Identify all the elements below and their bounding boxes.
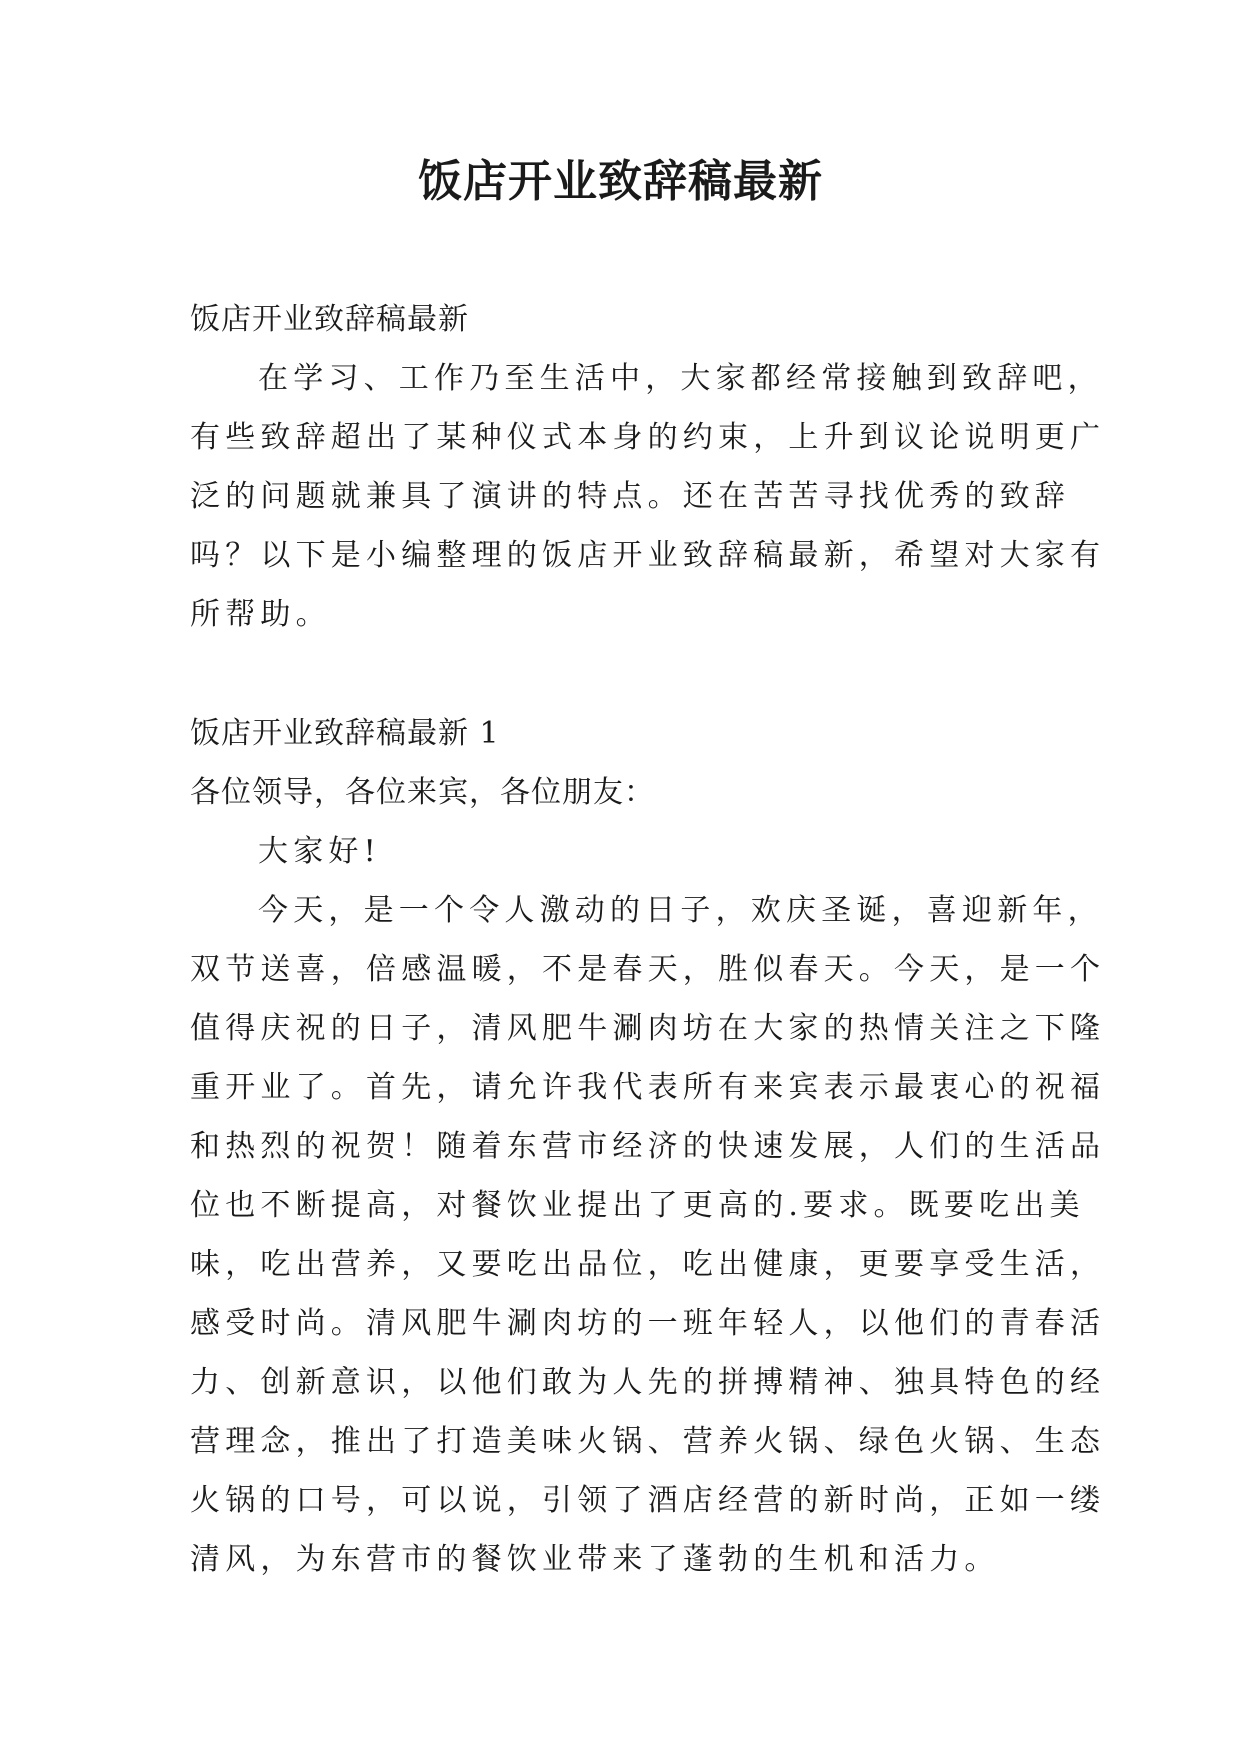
intro-paragraph bbox=[190, 349, 1106, 644]
section-heading: 饭店开业致辞稿最新 1 bbox=[190, 716, 500, 751]
speech-line: 今天，是一个令人激动的日子，欢庆圣诞，喜迎新年， bbox=[258, 893, 1103, 928]
intro-heading: 饭店开业致辞稿最新 bbox=[190, 302, 469, 337]
speech-paragraph bbox=[190, 881, 1106, 1589]
intro-line: 在学习、工作乃至生活中，大家都经常接触到致辞吧， bbox=[258, 361, 1103, 396]
intro-line: 泛的问题就兼具了演讲的特点。还在苦苦寻找优秀的致辞 bbox=[190, 479, 1070, 514]
speech-line: 重开业了。首先，请允许我代表所有来宾表示最衷心的祝福 bbox=[190, 1070, 1106, 1105]
salutation: 各位领导，各位来宾，各位朋友： bbox=[190, 775, 655, 810]
speech-line: 和热烈的祝贺！随着东营市经济的快速发展，人们的生活品 bbox=[190, 1129, 1106, 1164]
speech-line: 感受时尚。清风肥牛涮肉坊的一班年轻人，以他们的青春活 bbox=[190, 1306, 1106, 1341]
section-gap bbox=[190, 644, 1070, 704]
speech-line: 清风，为东营市的餐饮业带来了蓬勃的生机和活力。 bbox=[190, 1542, 1000, 1577]
speech-line: 味，吃出营养，又要吃出品位，吃出健康，更要享受生活， bbox=[190, 1247, 1106, 1282]
speech-line: 位也不断提高，对餐饮业提出了更高的.要求。既要吃出美 bbox=[190, 1188, 1085, 1223]
document-body bbox=[190, 290, 1106, 1589]
document-title: 饭店开业致辞稿最新 bbox=[418, 156, 823, 207]
intro-line: 所帮助。 bbox=[190, 597, 331, 632]
speech-line: 双节送喜，倍感温暖，不是春天，胜似春天。今天，是一个 bbox=[190, 952, 1106, 987]
speech-line: 火锅的口号，可以说，引领了酒店经营的新时尚，正如一缕 bbox=[190, 1483, 1106, 1518]
speech-line: 营理念，推出了打造美味火锅、营养火锅、绿色火锅、生态 bbox=[190, 1424, 1106, 1459]
intro-line: 吗？以下是小编整理的饭店开业致辞稿最新，希望对大家有 bbox=[190, 538, 1106, 573]
intro-line: 有些致辞超出了某种仪式本身的约束，上升到议论说明更广 bbox=[190, 420, 1106, 455]
greeting: 大家好! bbox=[258, 834, 381, 869]
speech-line: 值得庆祝的日子，清风肥牛涮肉坊在大家的热情关注之下隆 bbox=[190, 1011, 1106, 1046]
speech-line: 力、创新意识，以他们敢为人先的拼搏精神、独具特色的经 bbox=[190, 1365, 1106, 1400]
